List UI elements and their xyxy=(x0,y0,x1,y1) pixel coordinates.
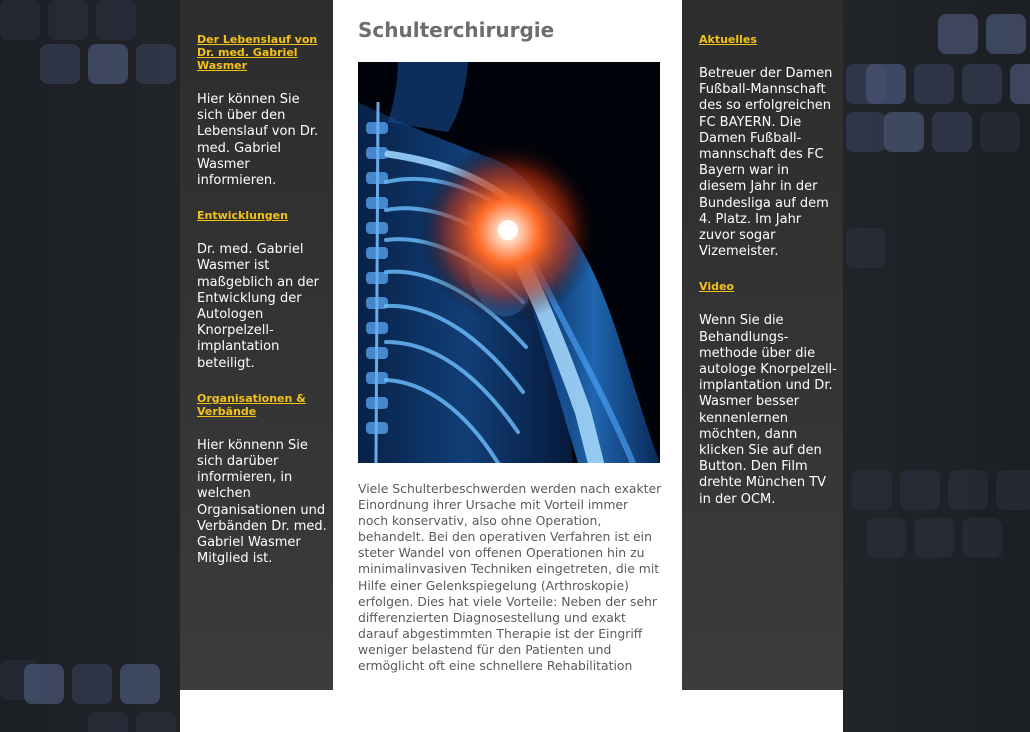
background-tile xyxy=(980,112,1020,152)
background-tile xyxy=(48,0,88,40)
background-tile xyxy=(900,470,940,510)
background-tile xyxy=(24,664,64,704)
background-tile xyxy=(962,518,1002,558)
background-tile xyxy=(0,0,40,40)
background-tile xyxy=(914,518,954,558)
background-tile xyxy=(852,470,892,510)
background-tile xyxy=(986,14,1026,54)
right-sidebar xyxy=(682,0,843,690)
background-tile xyxy=(1010,64,1030,104)
background-tile xyxy=(866,518,906,558)
left-sidebar-content xyxy=(197,33,327,587)
background-tile xyxy=(962,64,1002,104)
background-tile xyxy=(938,14,978,54)
text-video: Wenn Sie die Behandlungs-methode über die autologe Knorpelzell-implantation und Dr. Wasmer besser kennenlernen möchten, dann klicken Sie auf den Button. Den Film drehte München TV in der OCM. xyxy=(699,313,837,507)
background-tile xyxy=(72,664,112,704)
left-sidebar xyxy=(180,0,333,690)
background-tile xyxy=(932,112,972,152)
background-tile xyxy=(846,228,886,268)
background-tile xyxy=(866,64,906,104)
main-body-text: Viele Schulterbeschwerden werden nach exakter Einordnung ihrer Ursache mit Vorteil immer noch konservativ, also ohne Operation, behandelt. Bei den operativen Verfahren ist ein steter Wandel von offenen Operationen hin zu minimalinvasiven Techniken eingetreten, die mit Hilfe einer Gelenkspiegelung (Arthroskopie) erfolgen. Dies hat viele Vorteile: Neben der sehr differenzierten Diagnosestellung und exakt darauf abgestimmten Therapie ist der Eingriff weniger belastend für den Patienten und ermöglicht oft eine schnellere Rehabilitation xyxy=(358,481,662,674)
text-entwicklungen: Dr. med. Gabriel Wasmer ist maßgeblich an der Entwicklung der Autologen Knorpelzell-implantation beteiligt. xyxy=(197,242,319,371)
background-tile xyxy=(948,470,988,510)
background-tile xyxy=(846,112,886,152)
link-entwicklungen[interactable]: Entwicklungen xyxy=(197,209,288,223)
text-lebenslauf: Hier können Sie sich über den Lebenslauf von Dr. med. Gabriel Wasmer informieren. xyxy=(197,92,319,189)
link-video[interactable]: Video xyxy=(699,280,734,294)
main-content xyxy=(333,0,682,732)
background-tile xyxy=(96,0,136,40)
background-tile xyxy=(996,470,1030,510)
background-tile xyxy=(136,44,176,84)
page-title: Schulterchirurgie xyxy=(358,18,555,42)
shoulder-xray-image xyxy=(358,62,660,463)
link-aktuelles[interactable]: Aktuelles xyxy=(699,33,757,46)
shoulder-skeleton-illustration xyxy=(358,62,660,463)
text-organisationen: Hier könnenn Sie sich darüber informieren, in welchen Organisationen und Verbänden Dr. med. Gabriel Wasmer Mitglied ist. xyxy=(197,437,327,567)
link-organisationen[interactable]: Organisationen & Verbände xyxy=(197,391,306,418)
background-tile xyxy=(88,44,128,84)
background-tile xyxy=(40,44,80,84)
background-tile xyxy=(914,64,954,104)
link-lebenslauf[interactable]: Der Lebenslauf von Dr. med. Gabriel Wasmer xyxy=(197,33,318,72)
background-tile xyxy=(120,664,160,704)
background-tile xyxy=(136,712,176,732)
right-sidebar-content xyxy=(699,33,837,528)
background-tile xyxy=(884,112,924,152)
background-tile xyxy=(88,712,128,732)
text-aktuelles: Betreuer der Damen Fußball-Mannschaft des so erfolgreichen FC BAYERN. Die Damen Fußball-mannschaft des FC Bayern war in diesem Jahr in der Bundesliga auf dem 4. Platz. Im Jahr zuvor sogar Vizemeister. xyxy=(699,66,833,260)
